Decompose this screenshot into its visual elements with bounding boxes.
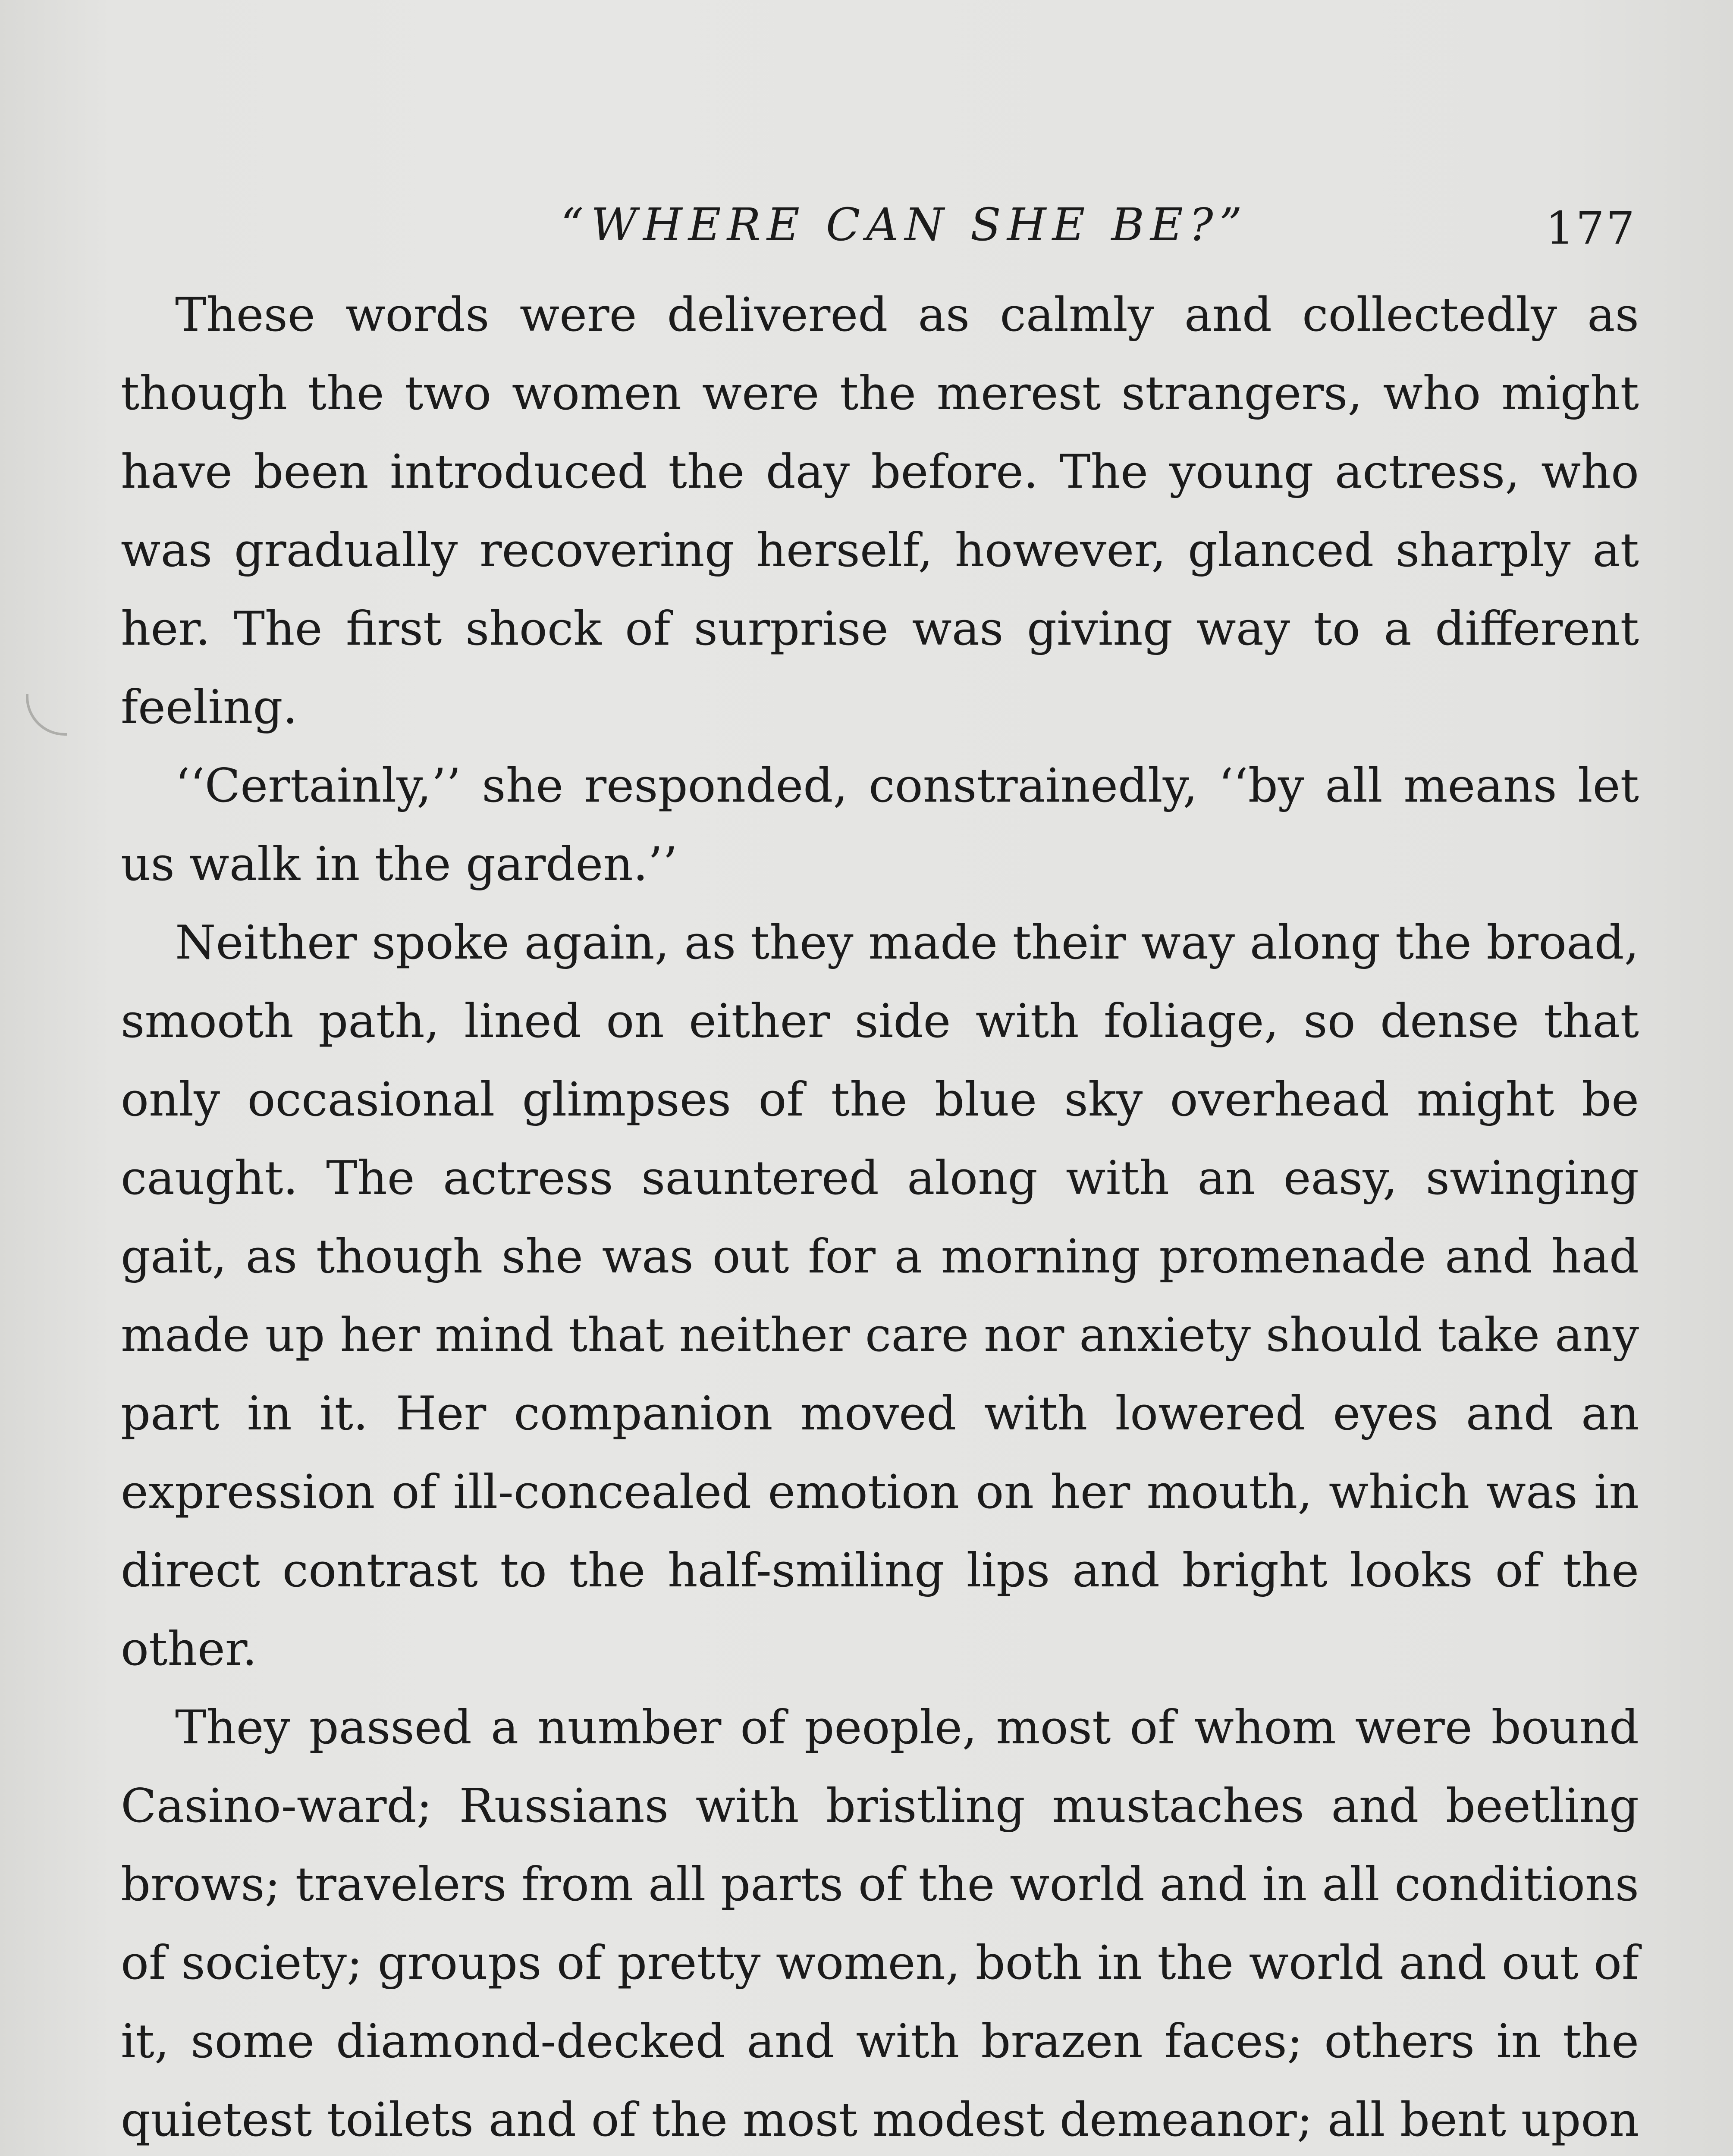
paragraph: ‘‘Certainly,’’ she responded, constrainedly, ‘‘by all means let us walk in the garden.’’ <box>121 759 1639 891</box>
paragraph: These words were delivered as calmly and collectedly as though the two women were the merest strangers, who might have been introduced the day before. The young actress, who was gradually recovering herself, however, glanced sharply at her. The first shock of surprise was giving way to a different feeling. <box>121 288 1639 734</box>
margin-mark <box>26 694 67 736</box>
page-number: 177 <box>1545 202 1636 254</box>
body-text <box>121 276 1639 2156</box>
page-header <box>121 190 1639 259</box>
running-title: “WHERE CAN SHE BE?” <box>561 198 1248 251</box>
paragraph: Neither spoke again, as they made their way along the broad, smooth path, lined on either side with foliage, so dense that only occasional glimpses of the blue sky overhead might be caught. The actress sauntered along with an easy, swinging gait, as though she was out for a morning promenade and had made up her mind that neither care nor anxiety should take any part in it. Her companion moved with lowered eyes and an expression of ill-concealed emotion on her mouth, which was in direct contrast to the half-smiling lips and bright looks of the other. <box>121 916 1639 1676</box>
paragraph: They passed a number of people, most of whom were bound Casino-ward; Russians with bristling mustaches and beetling brows; travelers from all parts of the world and in all conditions of society; groups of pretty women, both in the world and out of it, some diamond-decked and with brazen faces; others in the quietest toilets and of the most modest demeanor; all bent upon <box>121 1701 1639 2147</box>
